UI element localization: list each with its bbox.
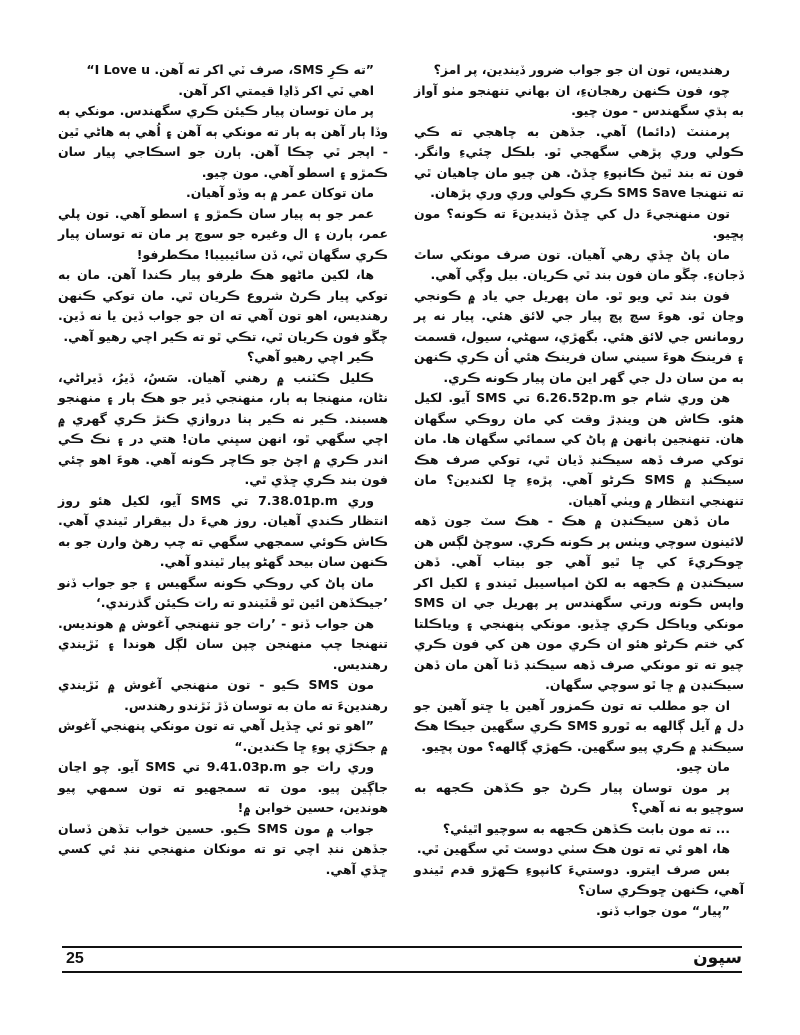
- paragraph: هن جواب ڏنو - ’رات جو تنهنجي آغوش ۾ هونديس. تنهنجا چپ منهنجن چپن سان لڳل هوندا ۽ ٽڙيندي رهنديس.: [58, 615, 388, 672]
- paragraph: ”پيار“ مون جواب ڏنو.: [596, 902, 730, 918]
- paragraph: چو، فون ڪنهن رهجانءِ، ان بهاني تنهنجو مٺو آواز به ٻڌي سگهندس - مون چيو.: [414, 82, 744, 118]
- paragraph: فون بند ٿي ويو ٿو. مان پهريل جي ياد ۾ ڪونجي وڃان ٿو. هوءَ سچ پچ پيار جي لائق هئي. پيار نه پر رومانس جي لائق هئي. بگهڙي، سهڻي، سيول، قسمت ۽ فرينڪ هوءَ سيني سان فرينڪ هئي اُن ڪري ڪنهن به من سان دل جي گهر اين مان پيار ڪونه ڪري.: [414, 287, 744, 385]
- paragraph: ”ته ڪرِ SMS، صرف ٽي اکر ته آهن. I Love u“: [86, 62, 374, 77]
- paragraph: هن وري شام جو 6.26.52p.m تي SMS آيو. لکيل هئو. ڪاش هن وينڊڙ وقت کي مان روڪي سگهان هان. تنهنجين ٻانهن ۾ پاڻ کي سمائي سگهان ها. مان توکي صرف ڏهه سيڪنڊ ڏيان ٿي، توکي صرف هڪ سيڪنڊ ۾ SMS ڪرڻو آهي. پڙهءِ ڇا لکندين؟ مان تنهنجي انتظار ۾ ويٺي آهيان.: [414, 390, 744, 508]
- paragraph: مان پاڻ کي روڪي ڪونه سگهيس ۽ جو جواب ڏنو ’جيڪڏهن ائين ٿو ڦٽيندو ته رات ڪيئن گذرندي.‘: [58, 574, 388, 610]
- paragraph: مون SMS ڪيو - تون منهنجي آغوش ۾ ٽڙيندي رهندينءَ ته مان به توسان ڏڙ ٽڙندو رهندس.: [58, 677, 388, 713]
- paragraph: رهنديس، تون ان جو جواب ضرور ڏيندين، پر امز؟: [433, 62, 730, 77]
- paragraph: مان ڏهن سيڪنڊن ۾ هڪ - هڪ سٽ جون ڏهه لائينون سوچي ويٺس پر ڪونه ڪري. سوچڻ لڳس هن ڇوڪريءَ کي ڇا ٿيو آهي جو بيتاب آهي. ڏهن سيڪنڊن ۾ ڪجهه به لکڻ امپاسيبل ٿيندو ۽ لکيل اکر واپس ڪونه ورتي سگهندس پر پهريل جي ان SMS مونکي وياڪل ڪري ڇڏيو. مونکي پنهنجي ۽ وياڪلتا کي ختم ڪرڻو هئو ان ڪري مون هن کي فون ڪري چيو ته تو مونکي صرف ڏهه سيڪنڊ ڏنا آهن مان ڏهن سيڪنڊن ۾ ڇا ٿو سوچي سگهان.: [414, 513, 744, 692]
- paragraph: ڪير اچي رهيو آهي؟: [247, 349, 374, 364]
- paragraph: مان چيو.: [675, 759, 730, 774]
- paragraph: ”اهو تو ئي ڇڏيل آهي ته تون مونکي پنهنجي آغوش ۾ جڪڙي پوءِ ڇا ڪندين.“: [58, 718, 388, 754]
- left-text-column: [58, 60, 388, 880]
- paragraph: مان توکان عمر ۾ ٻه وڏو آهيان.: [186, 185, 374, 200]
- page-footer: [62, 946, 742, 974]
- paragraph: وري رات جو 9.41.03p.m تي SMS آيو. چو اڃان جاڳين پيو. مون ته سمجهيو ته تون سمهي پيو هوندين، حسين خوابن ۾!: [58, 759, 388, 815]
- paragraph: پر مان توسان پيار ڪيئن ڪري سگهندس. مونکي ٻه وڏا ٻار آهن ٻه ٻار ته مونکي ٻه آهن ۽ اُهي ٻه هاڻي ٿين - اپجر ٿي چڪا آهن. ٻارن جو اسڪاجي پيار سان ڪمڙو ۽ اسطو آهي. مون چيو.: [58, 103, 388, 180]
- footer-bottom-rule: [62, 971, 742, 973]
- right-text-column: [414, 60, 744, 921]
- paragraph: تون منهنجيءَ دل کي ڇڏڻ ڏيندينءَ ته ڪونه؟ مون پڇيو.: [414, 205, 744, 241]
- paragraph: ها، اهو ئي ته تون هڪ سٺي دوست ٿي سگهين ٿي.: [416, 841, 730, 856]
- paragraph: ان جو مطلب ته تون ڪمزور آهين يا ڇتو آهين جو دل ۾ آيل ڳالهه به ٿورو SMS ڪري سگهين جيڪا هڪ سيڪنڊ ۾ ڪري پيو سگهين. ڪهڙي ڳالهه؟ مون پڇيو.: [414, 697, 744, 754]
- page-number: 25: [66, 950, 84, 967]
- paragraph: ها، لکين ماڻهو هڪ طرفو پيار ڪندا آهن. مان به توکي پيار ڪرڻ شروع ڪريان ٿي. مان توکي ڪنهن رهنديس، اهو تون آهي ته ان جو جواب ڏين يا نه ڏين. چڱو فون ڪريان ٿي، تڪي ٿو ته ڪير اچي رهيو آهي.: [58, 267, 388, 344]
- paragraph: جواب ۾ مون SMS ڪيو. حسين خواب تڏهن ڏسان جڏهن ننڊ اچي تو ته مونکان منهنجي ننڊ ئي کسي ڇڏي آهي.: [58, 820, 388, 877]
- paragraph: پر مون توسان پيار ڪرڻ جو ڪڏهن ڪجهه به سوچيو به نه آهي؟: [414, 779, 744, 815]
- paragraph: ... ته مون بابت ڪڏهن ڪجهه به سوچيو اٿيئي؟: [442, 820, 730, 836]
- paragraph: بس صرف ايترو. دوستيءَ کانپوءِ ڪهڙو قدم ٿيندو آهي، ڪنهن ڇوڪري سان؟: [414, 861, 744, 897]
- magazine-title: سپون: [693, 948, 742, 968]
- paragraph: عمر جو ٻه پيار سان ڪمڙو ۽ اسطو آهي. تون پلي عمر، ٻارن ۽ ال وغيره جو سوچ پر مان ته توسان پيار ڪري سگهان ٿي، ڏن سائيبيبا! مڪطرفو!: [58, 205, 388, 262]
- paragraph: اهي ٽي اکر ڏاڍا قيمتي اکر آهن.: [178, 82, 374, 98]
- paragraph: پرمننٽ (دائما) آهي. جڏهن به چاهجي ته ڪي ڪولي وري پڙهي سگهجي ٿو. بلڪل چئيءِ وانگر. فون ته بند ٿيڻ ڪانپوءِ ڇڏڻ. هن چيو مان چاهيان ٿي ته تنهنجا SMS Save ڪري ڪولي وري وري پڙهان.: [414, 123, 744, 200]
- paragraph: ڪليل ڪٽنب ۾ رهني آهيان. سَسُ، ڏيرُ، ڏيراڻي، نڻان، منهنجا ٻه ٻار، منهنجي ڏير جو هڪ ٻار ۽ منهنجو هسبند. ڪير نه ڪير ٻنا دروازي ڪنڙ ڪري گهري ۾ اچي سگهي ٿو، انهن سڀني مان! هتي در ۽ نڪ ڪي اندر ڪري ۾ اچڻ جو ڪاچر ڪونه آهي. هوءَ اهو چئي فون بند ڪري ڇڏي ٿي.: [58, 369, 388, 487]
- paragraph: مان پاڻ ڇڏي رهي آهيان. تون صرف مونکي ساٿ ڏجانءِ. چڱو مان فون بند ٿي ڪريان. بيل وڳي آهي.: [414, 246, 744, 282]
- paragraph: وري 7.38.01p.m تي SMS آيو، لکيل هئو روز انتظار ڪندي آهيان. روز هيءَ دل بيقرار ٿيندي آهي. ڪاش ڪوئي سمجهي سگهي ته چپ رهڻ وارن جو به ڪنهن سان بيحد گهڻو پيار ٿيندو آهي.: [58, 492, 388, 569]
- footer-top-rule: [62, 946, 742, 948]
